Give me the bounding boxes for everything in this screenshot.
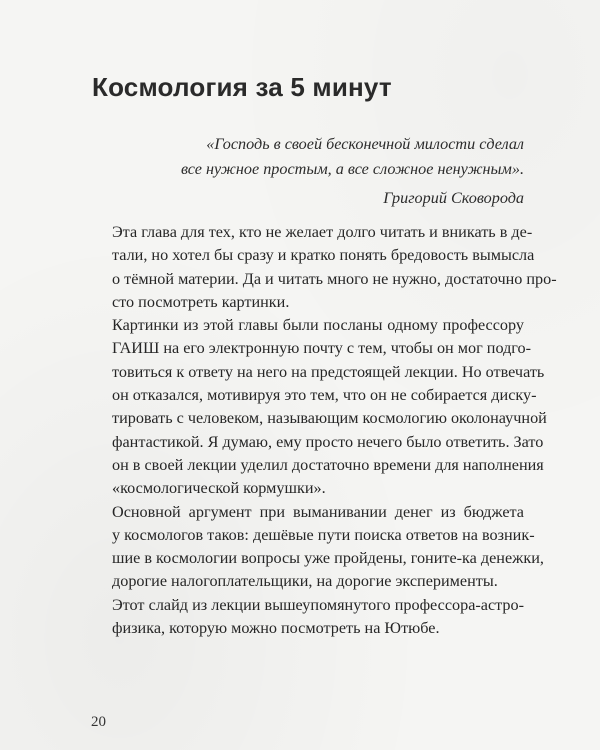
epigraph-line: все нужное простым, а все сложное ненужным».	[180, 160, 524, 178]
text-line: ГАИШ на его электронную почту с тем, чтобы он мог подго-	[112, 339, 532, 358]
epigraph-quote	[150, 132, 524, 182]
text-line: тировать с человеком, называющим космологию околонаучной	[112, 409, 547, 428]
text-line: фантастикой. Я думаю, ему просто нечего было ответить. Зато	[112, 432, 544, 451]
text-line: Этот слайд из лекции вышеупомянутого профессора-астро-	[112, 595, 524, 614]
text-line: Картинки из этой главы были посланы одному профессору	[112, 316, 524, 335]
text-line: физика, которую можно посмотреть на Ютюбе.	[112, 619, 440, 638]
text-line: он в своей лекции уделил достаточно времени для наполнения	[112, 455, 544, 474]
text-line: о тёмной материи. Да и читать много не нужно, достаточно про-	[112, 269, 557, 288]
text-line: он отказался, мотивируя это тем, что он не собирается диску-	[112, 386, 537, 405]
paragraph-intro	[92, 221, 557, 314]
paragraph-slide	[92, 594, 524, 641]
text-line: сто посмотреть картинки.	[112, 292, 290, 311]
chapter-title: Космология за 5 минут	[92, 72, 392, 102]
text-line: товиться к ответу на него на предстоящей лекции. Но отвечать	[112, 362, 545, 381]
paragraph-pictures	[92, 314, 547, 500]
text-line: тали, но хотел бы сразу и кратко понять бредовость вымысла	[112, 246, 535, 265]
page-number: 20	[91, 714, 106, 730]
text-line: шие в космологии вопросы уже пройдены, гоните-ка денежки,	[112, 549, 544, 568]
epigraph-line: «Господь в своей бесконечной милости сделал	[206, 135, 524, 153]
text-line: дорогие налогоплательщики, на дорогие эксперименты.	[112, 572, 498, 591]
paragraph-argument	[92, 501, 544, 594]
text-line: у космологов таков: дешёвые пути поиска ответов на возник-	[112, 525, 535, 544]
body-text	[92, 221, 557, 640]
text-line: «космологической кормушки».	[112, 479, 326, 498]
text-line: Основной аргумент при выманивании денег из бюджета	[112, 502, 524, 521]
text-line: Эта глава для тех, кто не желает долго читать и вникать в де-	[112, 223, 533, 241]
epigraph-author: Григорий Сковорода	[383, 189, 524, 207]
